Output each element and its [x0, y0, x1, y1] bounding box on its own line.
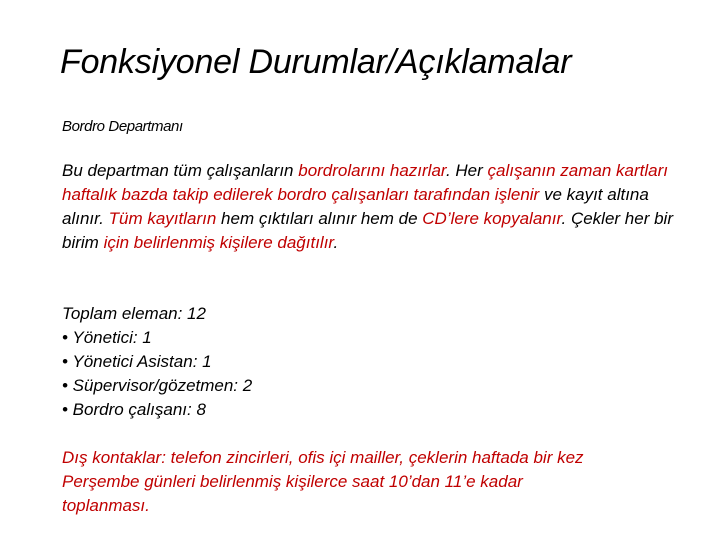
- department-subtitle: Bordro Departmanı: [62, 118, 183, 135]
- staff-item-payroll-employee: • Bordro çalışanı: 8: [62, 400, 206, 419]
- description-segment: ve kayıt altına alınır.: [62, 185, 649, 228]
- staff-item-assistant: • Yönetici Asistan: 1: [62, 352, 212, 371]
- description-segment: .: [333, 233, 339, 252]
- department-description: [62, 159, 682, 255]
- description-segment: . Her: [445, 161, 488, 180]
- description-segment: hem çıktıları alınır hem de: [216, 209, 423, 228]
- external-contacts: Dış kontaklar: telefon zincirleri, ofis içi mailler, çeklerin haftada bir kez Perşembe günleri belirlenmiş kişilerce saat 10’dan 11’e kadar toplanması.: [62, 448, 584, 515]
- description-segment-highlight: için belirlenmiş kişilere dağıtılır: [103, 233, 334, 252]
- staff-list: [62, 302, 682, 422]
- staff-item-manager: • Yönetici: 1: [62, 328, 152, 347]
- description-segment-highlight: bordrolarını hazırlar: [298, 161, 446, 180]
- slide-title: Fonksiyonel Durumlar/Açıklamalar: [60, 43, 572, 81]
- description-segment-highlight: Tüm kayıtların: [108, 209, 217, 228]
- staff-item-supervisor: • Süpervisor/gözetmen: 2: [62, 376, 253, 395]
- staff-total: Toplam eleman: 12: [62, 304, 206, 323]
- description-segment: . Çekler her bir birim: [62, 209, 673, 252]
- description-segment-highlight: CD’lere kopyalanır: [422, 209, 562, 228]
- description-segment: Bu departman tüm çalışanların: [62, 161, 299, 180]
- description-segment-highlight: çalışanın zaman kartları haftalık bazda takip edilerek bordro çalışanları tarafından işlenir: [62, 161, 668, 204]
